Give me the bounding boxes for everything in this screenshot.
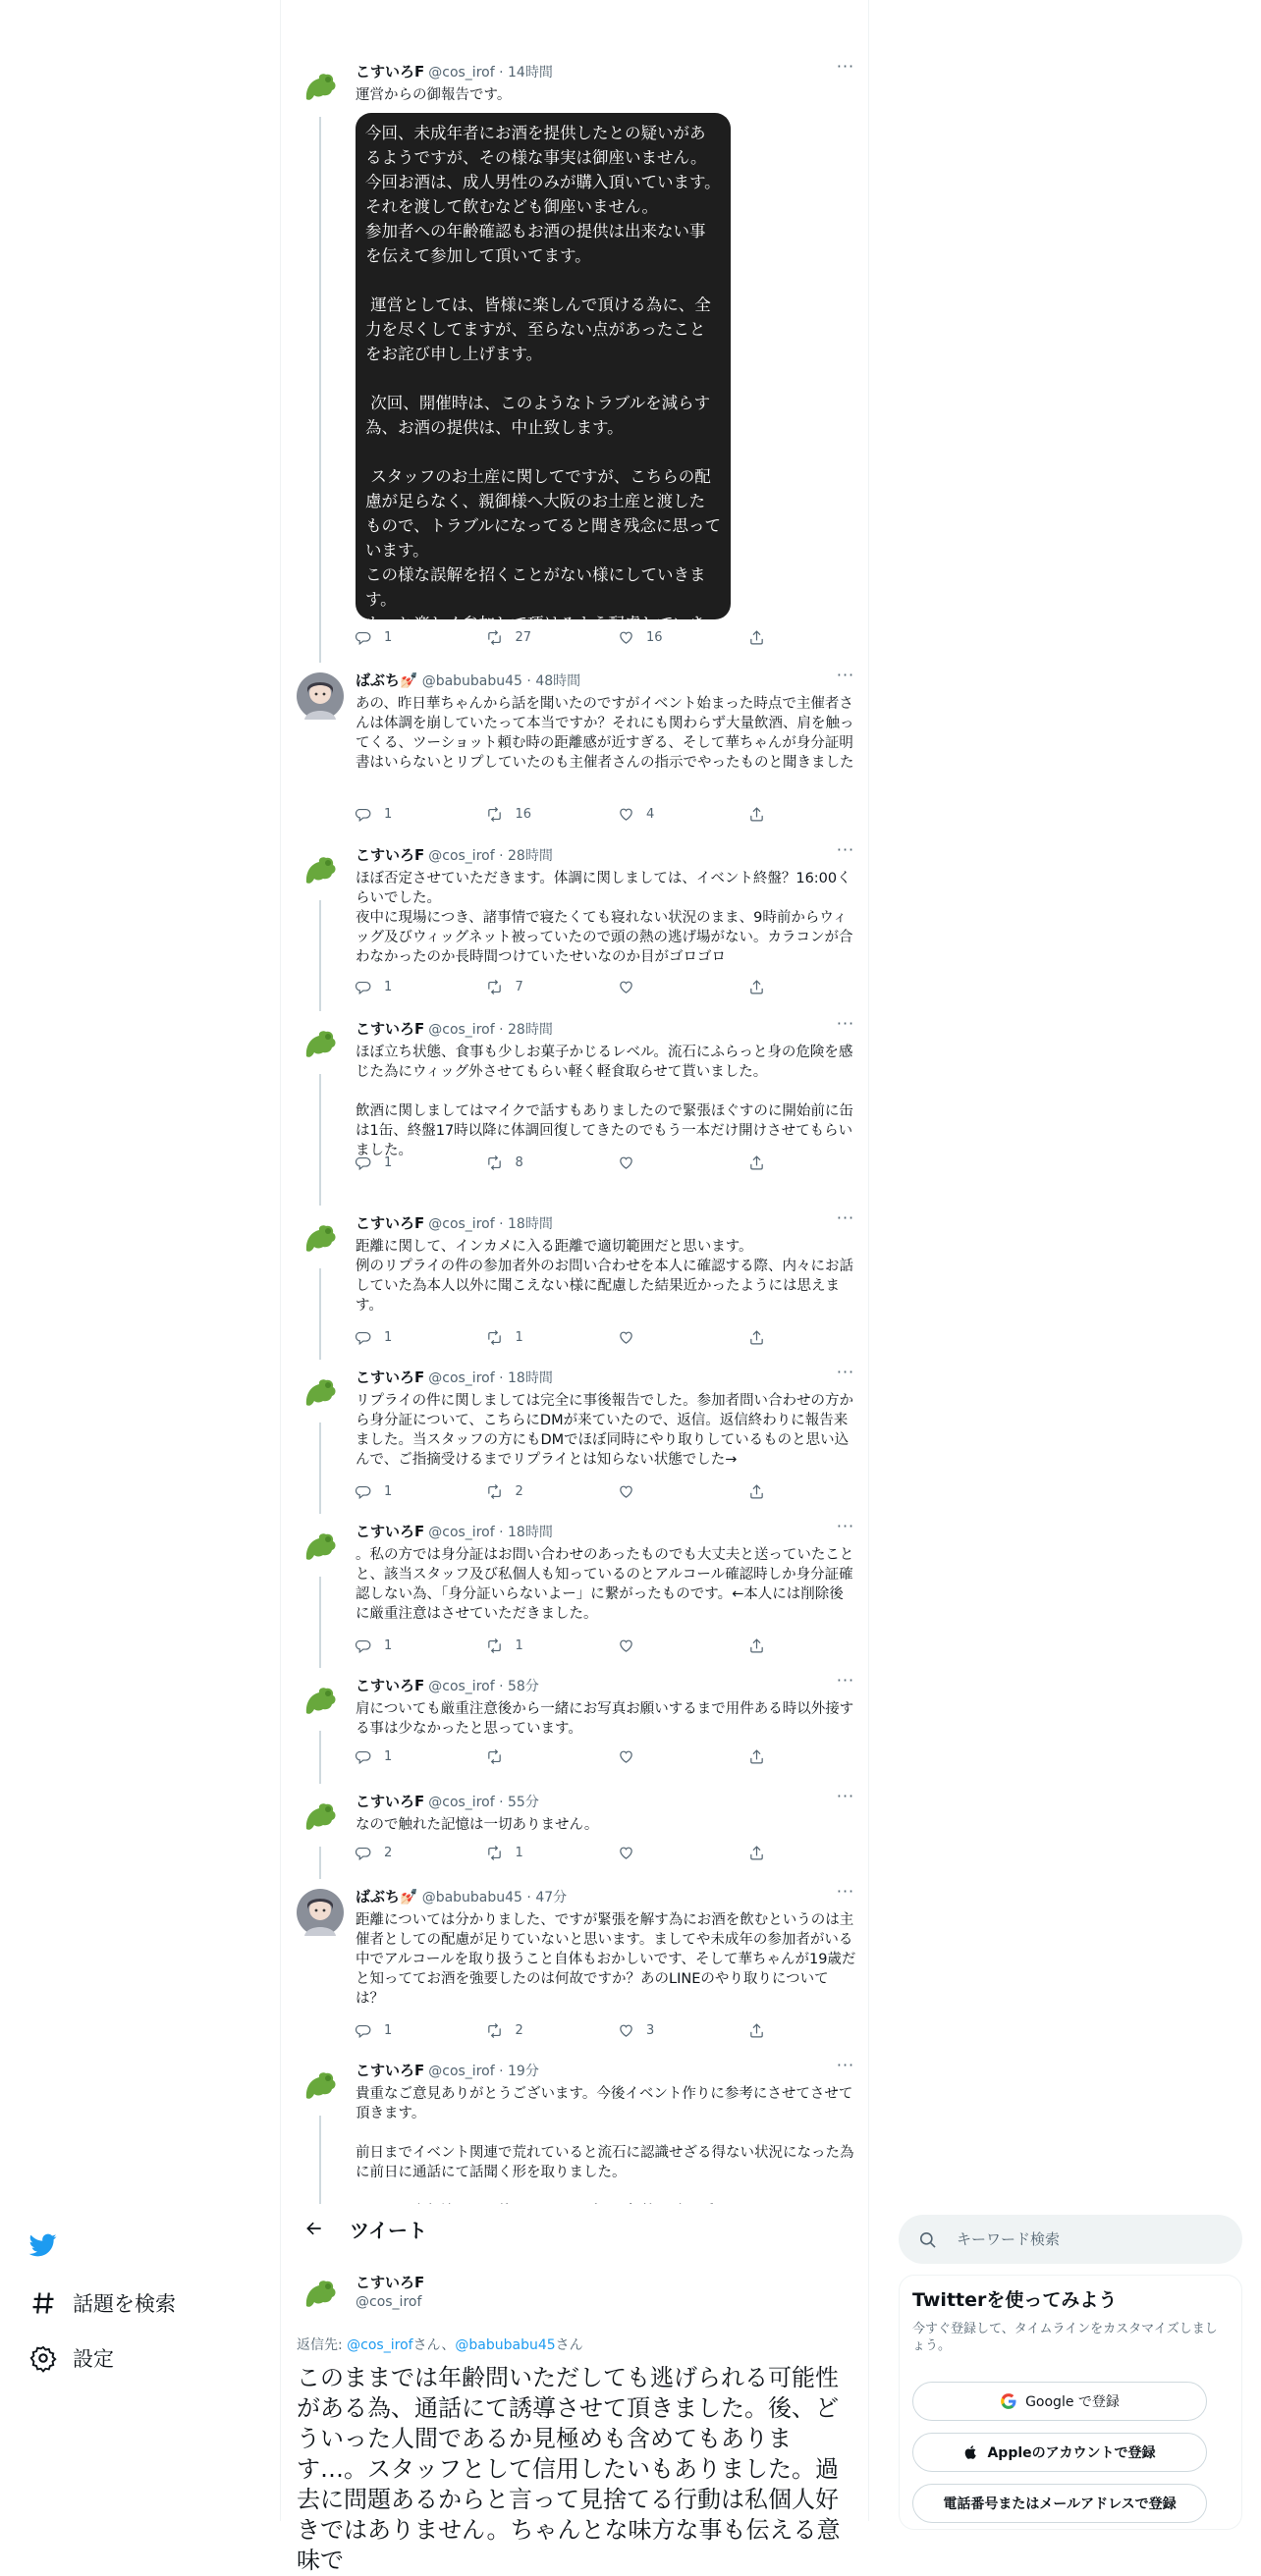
- avatar[interactable]: [297, 1369, 344, 1417]
- avatar[interactable]: [297, 1889, 344, 1936]
- avatar[interactable]: [297, 2271, 344, 2318]
- tweet-text: 肩についても厳重注意後から一緒にお写真お願いするまで用件ある時以外接する事は少なかったと思っています。: [356, 1701, 854, 1737]
- share-button[interactable]: [748, 1845, 788, 1861]
- reply-button[interactable]: [356, 2022, 486, 2039]
- author-handle: @cos_irof: [428, 848, 495, 864]
- reply-count: 1: [384, 1155, 393, 1170]
- reply-button[interactable]: [356, 806, 486, 823]
- more-options-button[interactable]: ···: [836, 666, 855, 684]
- thread-connector: [319, 1577, 321, 1668]
- reply-button[interactable]: [356, 1845, 486, 1861]
- reply-icon: [356, 629, 372, 646]
- tweet-text: あの、昨日華ちゃんから話を聞いたのですがイベント始まった時点で主催者さんは体調を崩していたって本当ですか？それにも関わらず大量飲酒、肩を触ってくる、ツーショット頼む時の距離感が近すぎる、そして華ちゃんが身分証明書はいらないとリプしていたのも主催者さんの指示でやったものと聞きました: [356, 696, 854, 771]
- tweet-time[interactable]: 18時間: [508, 1216, 553, 1232]
- author-name[interactable]: ばぶち💅🏻: [356, 1888, 418, 1905]
- apple-signup-label: Appleのアカウントで登録: [987, 2445, 1156, 2461]
- like-count: 3: [645, 2023, 655, 2038]
- tweet[interactable]: [297, 1208, 856, 1368]
- heart-icon: [618, 1637, 634, 1654]
- dot-separator: ·: [521, 673, 536, 689]
- author-handle: @cos_irof: [428, 1216, 495, 1232]
- heart-icon: [618, 1329, 634, 1346]
- retweet-icon: [486, 1154, 503, 1171]
- back-arrow-icon: [304, 2219, 324, 2238]
- thread-connector: [319, 1268, 321, 1360]
- reply-icon: [356, 1483, 372, 1500]
- tweet-actions: [356, 806, 788, 823]
- reply-count: 1: [384, 2023, 393, 2038]
- heart-icon: [618, 1483, 634, 1500]
- tweet[interactable]: [297, 57, 856, 671]
- author-handle: @cos_irof: [428, 1679, 495, 1694]
- retweet-button[interactable]: [486, 1483, 617, 1500]
- retweet-button[interactable]: [486, 1845, 617, 1861]
- tweet-actions: [356, 1483, 788, 1500]
- heart-icon: [618, 1845, 634, 1861]
- tweet[interactable]: [297, 1882, 856, 2061]
- share-icon: [748, 1748, 765, 1765]
- retweet-icon: [486, 629, 503, 646]
- author-handle: @cos_irof: [428, 1022, 495, 1038]
- dot-separator: ·: [494, 1022, 508, 1038]
- tweet-actions: [356, 2022, 788, 2039]
- tweet-time[interactable]: 19分: [508, 2064, 539, 2079]
- reply-prefix: 返信先:: [297, 2337, 348, 2353]
- google-signup-label: Google で登録: [1025, 2394, 1120, 2410]
- dot-separator: ·: [494, 1679, 508, 1694]
- heart-icon: [618, 629, 634, 646]
- heart-icon: [618, 1154, 634, 1171]
- avatar[interactable]: [297, 1215, 344, 1262]
- right-sidebar: [899, 2204, 1261, 2521]
- retweet-button[interactable]: [486, 1748, 617, 1765]
- avatar[interactable]: [297, 1524, 344, 1571]
- signup-title: Twitterを使ってみよう: [912, 2289, 1118, 2311]
- detail-author-name: こすいろF: [356, 2274, 425, 2291]
- like-button[interactable]: [618, 629, 748, 646]
- retweet-count: 1: [515, 1846, 523, 1860]
- tweet[interactable]: [297, 1014, 856, 1213]
- detail-tweet-text: このままでは年齢問いただしても逃げられる可能性がある為、通話にて誘導させて頂きました。後、どういった人間であるか見極めも含めてもあります…。スタッフとして信用したいもありました。過去に問題あるからと言って見捨てる行動は私個人好きではありません。ちゃんとな味方な事も伝える意味で: [297, 2364, 841, 2574]
- share-button[interactable]: [748, 1637, 788, 1654]
- author-name[interactable]: こすいろF: [356, 1368, 425, 1386]
- tweet[interactable]: [297, 1517, 856, 1676]
- more-options-button[interactable]: ···: [836, 1014, 855, 1033]
- reply-count: 1: [384, 980, 393, 994]
- share-icon: [748, 629, 765, 646]
- nav-settings-label: 設定: [73, 2347, 114, 2371]
- avatar[interactable]: [297, 1678, 344, 1725]
- retweet-count: 1: [515, 1638, 523, 1653]
- like-count: 16: [645, 630, 663, 645]
- tweet-text: ほぼ立ち状態、食事も少しお菓子かじるレベル。流石にふらっと身の危険を感じた為にウィッグ外させてもらい軽く軽食取らせて貰いました。 飲酒に関しましてはマイクで話すもありましたので緊張ほぐすのに開始前に缶は1缶、終盤17時以降に体調回復してきたのでもう一本だけ開けさせてもらいました。: [356, 1045, 853, 1158]
- retweet-icon: [486, 1329, 503, 1346]
- tweet-time[interactable]: 18時間: [508, 1525, 553, 1540]
- tweet-time[interactable]: 14時間: [508, 65, 553, 80]
- author-handle: @babubabu45: [421, 673, 522, 689]
- tweet-actions: [356, 979, 788, 995]
- share-icon: [748, 1637, 765, 1654]
- retweet-count: 8: [515, 1155, 523, 1170]
- avatar[interactable]: [297, 2063, 344, 2110]
- more-options-button[interactable]: ···: [836, 1363, 855, 1381]
- author-name[interactable]: こすいろF: [356, 63, 425, 80]
- tweet-text: なので触れた記憶は一切ありません。: [356, 1817, 599, 1833]
- thread-connector: [319, 2116, 321, 2204]
- google-signup-button[interactable]: [912, 2382, 1207, 2421]
- author-handle: @babubabu45: [421, 1890, 522, 1905]
- reply-count: 1: [384, 1749, 393, 1764]
- detail-title: ツイート: [350, 2218, 427, 2242]
- heart-icon: [618, 979, 634, 995]
- reply-count: 1: [384, 630, 393, 645]
- tweet-time[interactable]: 55分: [508, 1795, 539, 1810]
- author-handle: @cos_irof: [428, 1795, 495, 1810]
- more-options-button[interactable]: ···: [836, 1882, 855, 1901]
- reply-icon: [356, 1329, 372, 1346]
- nav-explore[interactable]: [29, 2276, 176, 2331]
- retweet-button[interactable]: [486, 629, 617, 646]
- tweet-text: ほぼ否定させていただきます。体調に関しましては、イベント終盤？16:00くらいでした。 夜中に現場につき、諸事情で寝たくても寝れない状況のまま、9時前からウィッグ及びウィッグネット被っていたので頭の熱の逃げ場がない。カラコンが合わなかったのか長時間つけていたせいなのか目がゴロゴロ: [356, 871, 853, 965]
- like-button[interactable]: [618, 1748, 748, 1765]
- share-icon: [748, 979, 765, 995]
- tweet-time[interactable]: 28時間: [508, 848, 553, 864]
- apple-icon: [963, 2444, 979, 2460]
- tweet-actions: [356, 1637, 788, 1654]
- retweet-button[interactable]: [486, 2022, 617, 2039]
- more-options-button[interactable]: ···: [836, 2056, 855, 2074]
- conversation-timeline: [280, 0, 869, 2521]
- reply-suffix: さん: [555, 2337, 583, 2353]
- retweet-icon: [486, 1845, 503, 1861]
- more-options-button[interactable]: ···: [836, 1671, 855, 1690]
- retweet-icon: [486, 806, 503, 823]
- twitter-logo-icon[interactable]: [29, 2221, 176, 2270]
- reply-icon: [356, 1637, 372, 1654]
- tweet-actions: [356, 629, 788, 646]
- more-options-button[interactable]: ···: [836, 1517, 855, 1535]
- author-name[interactable]: こすいろF: [356, 1020, 425, 1038]
- avatar[interactable]: [297, 847, 344, 894]
- thread-connector: [319, 117, 321, 663]
- search-box[interactable]: [899, 2215, 1242, 2264]
- tweet[interactable]: [297, 1787, 856, 1887]
- gear-icon: [29, 2344, 57, 2372]
- share-button[interactable]: [748, 629, 788, 646]
- heart-icon: [618, 1748, 634, 1765]
- tweet-image[interactable]: 今回、未成年者にお酒を提供したとの疑いがあるようですが、その様な事実は御座いません。 今回お酒は、成人男性のみが購入頂いています。 それを渡して飲むなども御座いません。 参加者への年齢確認もお酒の提供は出来ない事を伝えて参加して頂いてます。 運営としては、皆様に楽しんで頂ける為に、全力を尽くしてますが、至らない点があったことをお詫び申し上げます。 次回、開催時は、このようなトラブルを減らす為、お酒の提供は、中止致します。 スタッフのお土産に関してですが、こちらの配慮が足らなく、親御様へ大阪のお土産と渡したもので、トラブルになってると聞き残念に思っています。 この様な誤解を招くことがない様にしていきます。 もっと楽しく参加して頂けるよう配慮していき: [356, 113, 731, 619]
- thread-connector: [319, 900, 321, 1011]
- share-icon: [748, 1845, 765, 1861]
- search-icon: [918, 2230, 937, 2249]
- dot-separator: ·: [494, 1216, 508, 1232]
- retweet-button[interactable]: [486, 979, 617, 995]
- tweet-time[interactable]: 58分: [508, 1679, 539, 1694]
- retweet-button[interactable]: [486, 806, 617, 823]
- dot-separator: ·: [521, 1890, 536, 1905]
- detail-header: [281, 2204, 870, 2253]
- tweet-text: 貴重なご意見ありがとうございます。今後イベント作りに参考にさせてさせて頂きます。 前日までイベント関連で荒れていると流石に認識せざる得ない状況になった為に前日に通話にて話聞く形を取りました。: [356, 2086, 854, 2180]
- phone-email-signup-button[interactable]: [912, 2484, 1207, 2523]
- retweet-count: 16: [515, 807, 532, 822]
- share-icon: [748, 806, 765, 823]
- tweet-time[interactable]: 18時間: [508, 1370, 553, 1386]
- reply-button[interactable]: [356, 1329, 486, 1346]
- share-icon: [748, 1329, 765, 1346]
- back-button[interactable]: [297, 2211, 332, 2246]
- reply-count: 1: [384, 1638, 393, 1653]
- author-name[interactable]: こすいろF: [356, 1214, 425, 1232]
- tweet-actions: [356, 1748, 788, 1765]
- tweet-text: 運営からの御報告です。: [356, 87, 512, 103]
- author-handle: @cos_irof: [428, 2064, 495, 2079]
- dot-separator: ·: [494, 1795, 508, 1810]
- tweet-text: 。私の方では身分証はお問い合わせのあったものでも大丈夫と送っていたことと、該当スタッフ及び私個人も知っているのとアルコール確認時しか身分証確認しない為、「身分証いらないよー」に繋がったものです。←本人には削除後に厳重注意はさせていただきました。: [356, 1547, 854, 1622]
- more-options-button[interactable]: ···: [836, 57, 855, 76]
- nav-explore-label: 話題を検索: [73, 2292, 176, 2316]
- reply-to-line: [297, 2334, 583, 2354]
- retweet-count: 27: [515, 630, 532, 645]
- tweet-actions: [356, 1845, 788, 1861]
- dot-separator: ·: [494, 1525, 508, 1540]
- thread-connector: [319, 1847, 321, 1879]
- more-options-button[interactable]: ···: [836, 1208, 855, 1227]
- reply-count: 2: [384, 1846, 393, 1860]
- tweet-detail: [280, 2204, 869, 2574]
- reply-button[interactable]: [356, 1748, 486, 1765]
- nav-settings[interactable]: [29, 2331, 176, 2386]
- author-name[interactable]: こすいろF: [356, 1793, 425, 1810]
- google-icon: [1000, 2392, 1017, 2410]
- share-icon: [748, 1483, 765, 1500]
- avatar[interactable]: [297, 64, 344, 111]
- thread-connector: [319, 1074, 321, 1206]
- retweet-icon: [486, 1483, 503, 1500]
- reply-icon: [356, 806, 372, 823]
- dot-separator: ·: [494, 848, 508, 864]
- share-button[interactable]: [748, 1483, 788, 1500]
- dot-separator: ·: [494, 1370, 508, 1386]
- detail-author-handle: @cos_irof: [356, 2294, 422, 2310]
- share-icon: [748, 1154, 765, 1171]
- share-button[interactable]: [748, 2022, 788, 2039]
- heart-icon: [618, 2022, 634, 2039]
- dot-separator: ·: [494, 65, 508, 80]
- more-options-button[interactable]: ···: [836, 1787, 855, 1805]
- author-name[interactable]: こすいろF: [356, 1677, 425, 1694]
- retweet-icon: [486, 1748, 503, 1765]
- avatar[interactable]: [297, 1794, 344, 1841]
- reply-user-link[interactable]: @babubabu45: [455, 2337, 556, 2353]
- heart-icon: [618, 806, 634, 823]
- reply-button[interactable]: [356, 1483, 486, 1500]
- tweet-text: 距離については分かりました、ですが緊張を解す為にお酒を飲むというのは主催者としての配慮が足りていないと思います。ましてや未成年の参加者がいる中でアルコールを取り扱うこと自体もおかしいです、そして華ちゃんが19歳だと知っててお酒を強要したのは何故ですか？あのLINEのやり取りについては？: [356, 1912, 856, 2007]
- reply-button[interactable]: [356, 1637, 486, 1654]
- phone-email-signup-label: 電話番号またはメールアドレスで登録: [943, 2496, 1177, 2512]
- reply-icon: [356, 2022, 372, 2039]
- avatar[interactable]: [297, 1021, 344, 1068]
- like-button[interactable]: [618, 2022, 748, 2039]
- retweet-icon: [486, 979, 503, 995]
- left-nav: [29, 2221, 176, 2386]
- share-button[interactable]: [748, 1154, 788, 1171]
- retweet-icon: [486, 1637, 503, 1654]
- like-button[interactable]: [618, 1637, 748, 1654]
- reply-icon: [356, 1748, 372, 1765]
- tweet-text: リプライの件に関しましては完全に事後報告でした。参加者問い合わせの方から身分証について、こちらにDMが来ていたので、返信。返信終わりに報告来ました。当スタッフの方にもDMでほぼ同時にやり取りしているものと思い込んで、ご指摘受けるまでリプライとは知らない状態でした→: [356, 1393, 854, 1468]
- more-options-button[interactable]: ···: [836, 840, 855, 859]
- retweet-count: 1: [515, 1330, 523, 1345]
- like-count: 4: [645, 807, 655, 822]
- like-button[interactable]: [618, 1845, 748, 1861]
- retweet-button[interactable]: [486, 1637, 617, 1654]
- author-handle: @cos_irof: [428, 1525, 495, 1540]
- hashtag-icon: [29, 2289, 57, 2317]
- retweet-count: 2: [515, 1484, 523, 1499]
- author-handle: @cos_irof: [428, 1370, 495, 1386]
- share-button[interactable]: [748, 806, 788, 823]
- reply-mid: さん、: [412, 2337, 456, 2353]
- tweet-time[interactable]: 47分: [535, 1890, 568, 1905]
- author-name[interactable]: ばぶち💅🏻: [356, 671, 418, 689]
- retweet-icon: [486, 2022, 503, 2039]
- like-button[interactable]: [618, 1154, 748, 1171]
- signup-description: 今すぐ登録して、タイムラインをカスタマイズしましょう。: [912, 2322, 1218, 2353]
- author-handle: @cos_irof: [428, 65, 495, 80]
- author-name[interactable]: こすいろF: [356, 2062, 425, 2079]
- reply-icon: [356, 1845, 372, 1861]
- tweet-actions: [356, 1329, 788, 1346]
- tweet-time[interactable]: 48時間: [535, 673, 581, 689]
- reply-count: 1: [384, 1484, 393, 1499]
- tweet-time[interactable]: 28時間: [508, 1022, 553, 1038]
- tweet-actions: [356, 1154, 788, 1171]
- reply-button[interactable]: [356, 979, 486, 995]
- reply-count: 1: [384, 807, 393, 822]
- tweet[interactable]: [297, 840, 856, 1019]
- share-button[interactable]: [748, 1329, 788, 1346]
- retweet-button[interactable]: [486, 1329, 617, 1346]
- thread-connector: [319, 1731, 321, 1784]
- author-name[interactable]: こすいろF: [356, 846, 425, 864]
- signup-card: [899, 2275, 1242, 2530]
- reply-icon: [356, 979, 372, 995]
- tweet[interactable]: [297, 1363, 856, 1522]
- reply-button[interactable]: [356, 1154, 486, 1171]
- dot-separator: ·: [494, 2064, 508, 2079]
- like-button[interactable]: [618, 806, 748, 823]
- retweet-button[interactable]: [486, 1154, 617, 1171]
- reply-icon: [356, 1154, 372, 1171]
- reply-count: 1: [384, 1330, 393, 1345]
- tweet[interactable]: [297, 666, 856, 845]
- tweet[interactable]: [297, 2056, 856, 2204]
- retweet-count: 7: [515, 980, 523, 994]
- tweet-text: 距離に関して、インカメに入る距離で適切範囲だと思います。 例のリプライの件の参加者外のお問い合わせを本人に確認する際、内々にお話していた為本人以外に聞こえない様に配慮した結果近かったようには思えます。: [356, 1239, 854, 1314]
- author-name[interactable]: こすいろF: [356, 1523, 425, 1540]
- tweet[interactable]: [297, 1671, 856, 1792]
- search-input[interactable]: [957, 2230, 1212, 2248]
- avatar[interactable]: [297, 672, 344, 720]
- like-button[interactable]: [618, 1329, 748, 1346]
- apple-signup-button[interactable]: [912, 2433, 1207, 2472]
- thread-connector: [319, 1422, 321, 1514]
- like-button[interactable]: [618, 1483, 748, 1500]
- share-button[interactable]: [748, 1748, 788, 1765]
- share-button[interactable]: [748, 979, 788, 995]
- like-button[interactable]: [618, 979, 748, 995]
- reply-user-link[interactable]: @cos_irof: [347, 2337, 413, 2353]
- share-icon: [748, 2022, 765, 2039]
- retweet-count: 2: [515, 2023, 523, 2038]
- reply-button[interactable]: [356, 629, 486, 646]
